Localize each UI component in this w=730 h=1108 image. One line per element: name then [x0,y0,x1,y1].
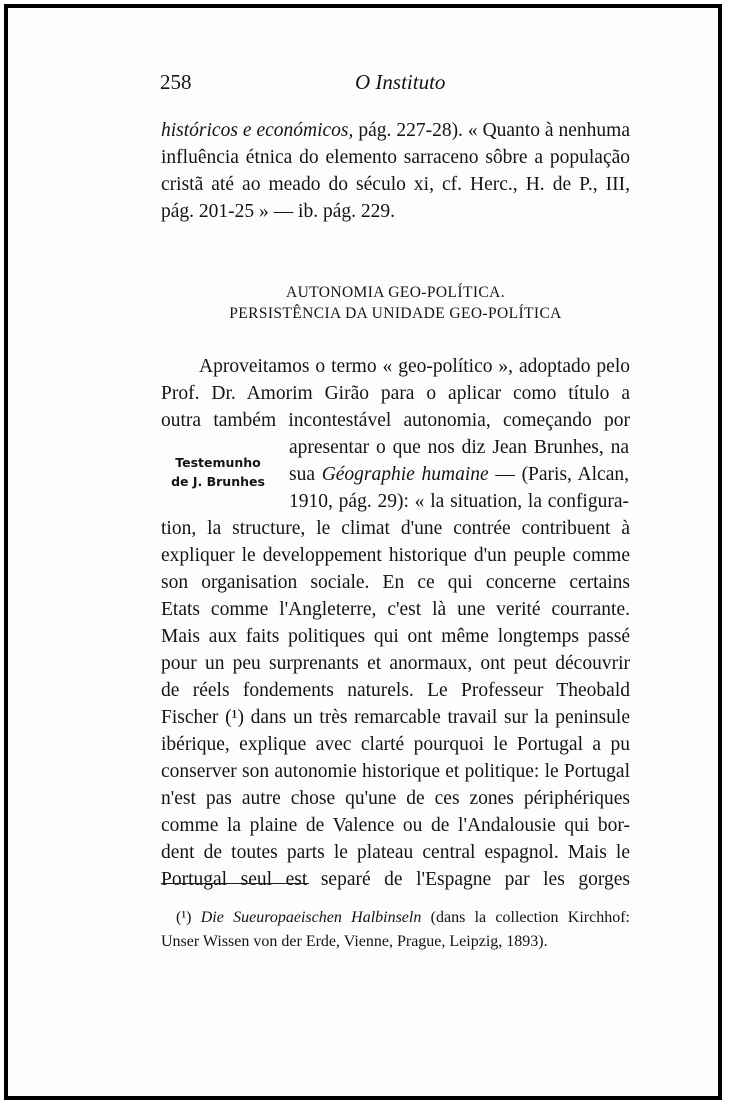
footnote-title: Die Sueuropaeischen Halbinseln [200,909,422,926]
footnote-line-2: Unser Wissen von der Erde, Vienne, Prague, Leipzig, 1893). [161,933,548,950]
page-number: 258 [160,70,192,94]
footnote-marker: (¹) [176,909,192,926]
paragraph-line-8: expliquer le developpement historique d'un peuple comme [161,545,630,566]
book-title: Géographie humaine [321,464,489,485]
top-line-1 [161,118,630,144]
running-header [160,70,640,100]
paragraph-line-14: Fischer (¹) dans un très remarcable travail sur la peninsule [161,707,630,728]
paragraph-line-2: Prof. Dr. Amorim Girão para o aplicar como título a [161,383,630,404]
top-line-3: cristã até ao meado do século xi, cf. Herc., H. de P., III, [161,174,630,195]
footnote-rule [161,883,309,884]
paragraph-line-7: tion, la structure, le climat d'une contrée contribuent à [161,518,630,539]
paragraph-line-13: de réels fondements naturels. Le Professeur Theobald [161,680,630,701]
paragraph-line-15: ibérique, explique avec clarté pourquoi le Portugal a pu [161,734,630,755]
paragraph-line-17: n'est pas autre chose qu'une de ces zones périphériques [161,788,630,809]
paragraph-line-11: Mais aux faits politiques qui ont même longtemps passé [161,626,630,647]
italic-citation: históricos e económicos, [161,120,354,141]
section-heading-line-2: PERSISTÊNCIA DA UNIDADE GEO-POLÍTICA [229,305,562,322]
top-line-2: influência étnica do elemento sarraceno sôbre a população [161,147,630,168]
paragraph-line-5-pre: sua [289,464,322,485]
paragraph-line-18: comme la plaine de Valence ou de l'Andalousie qui bor- [161,815,630,836]
marginal-note-line-2: de J. Brunhes [171,474,265,489]
paragraph-line-16: conserver son autonomie historique et politique: le Portugal [161,761,630,782]
paragraph-line-12: pour un peu surprenants et anormaux, ont peut découvrir [161,653,630,674]
footnote-line-1-text: (dans la collection Kirchhof: [421,909,631,926]
paragraph-line-19: dent de toutes parts le plateau central espagnol. Mais le [161,842,630,863]
top-line-1-text: pág. 227-28). « Quanto à nenhuma [353,120,630,141]
paragraph-line-5-post: — (Paris, Alcan, [488,464,629,485]
paragraph-line-1: Aproveitamos o termo « geo-político », adoptado pelo [199,356,630,377]
footnote-line-1 [176,906,630,929]
paragraph-line-3: outra também incontestável autonomia, começando por [161,410,630,431]
paragraph-line-4: apresentar o que nos diz Jean Brunhes, na [289,437,629,458]
section-heading-line-1: AUTONOMIA GEO-POLÍTICA. [285,284,505,301]
paragraph-line-10: Etats comme l'Angleterre, c'est là une verité courrante. [161,599,630,620]
paragraph-line-9: son organisation sociale. En ce qui concerne certains [161,572,630,593]
paragraph-line-6: 1910, pág. 29): « la situation, la configura- [289,491,629,512]
running-title: O Instituto [355,70,446,94]
marginal-note-line-1: Testemunho [175,455,261,470]
top-line-4: pág. 201-25 » — ib. pág. 229. [161,201,395,222]
paragraph-line-5 [289,462,629,488]
paragraph-line-20: Portugal seul est separé de l'Espagne par les gorges [161,869,630,890]
